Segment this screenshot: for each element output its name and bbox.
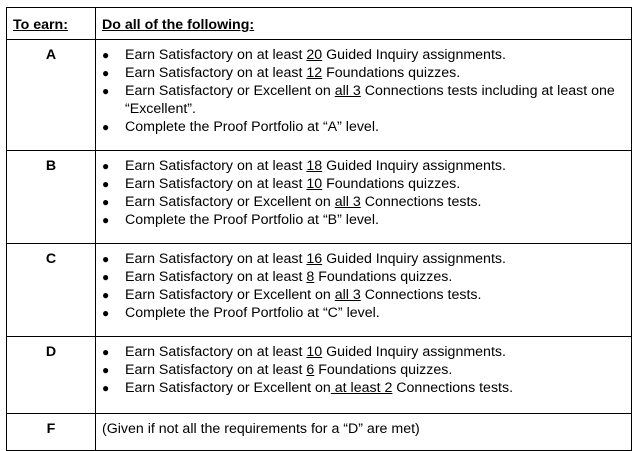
requirements-list xyxy=(96,337,631,401)
requirement-item xyxy=(96,211,627,229)
requirement-text: Earn Satisfactory on at least xyxy=(125,158,307,174)
grade-row-b xyxy=(7,151,632,244)
requirement-text: Guided Inquiry assignments. xyxy=(322,158,506,174)
requirement-item xyxy=(96,361,627,379)
requirement-text: Foundations quizzes. xyxy=(314,269,453,285)
requirement-text: Earn Satisfactory on at least xyxy=(125,344,307,360)
requirement-text: Foundations quizzes. xyxy=(314,362,453,378)
requirement-item xyxy=(96,175,627,193)
bullet-icon: ● xyxy=(102,177,110,191)
requirement-item xyxy=(96,268,627,286)
requirement-text: Earn Satisfactory or Excellent on xyxy=(125,287,335,303)
requirements-list xyxy=(96,40,631,140)
requirement-count: 20 xyxy=(306,47,323,63)
grade-letter: D xyxy=(7,337,96,414)
bullet-icon: ● xyxy=(102,213,110,227)
requirement-item xyxy=(96,286,627,304)
bullet-icon: ● xyxy=(102,345,110,359)
requirement-count: 12 xyxy=(306,65,323,81)
bullet-icon: ● xyxy=(102,252,110,266)
requirement-text: Connections tests. xyxy=(360,287,482,303)
requirement-item xyxy=(96,193,627,211)
requirement-item xyxy=(96,250,627,268)
grade-row-a xyxy=(7,40,632,151)
requirement-count: 10 xyxy=(306,176,323,192)
requirement-item xyxy=(96,46,627,64)
bullet-icon: ● xyxy=(102,270,110,284)
requirement-item xyxy=(96,304,627,322)
requirements-cell xyxy=(96,151,632,244)
requirement-text: Earn Satisfactory or Excellent on xyxy=(125,380,331,396)
bullet-icon: ● xyxy=(102,120,110,134)
grading-requirements-table xyxy=(6,7,632,451)
requirement-count: all 3 xyxy=(334,83,361,99)
grade-letter: F xyxy=(7,414,96,451)
bullet-icon: ● xyxy=(102,381,110,395)
requirements-list xyxy=(96,244,631,326)
bullet-icon: ● xyxy=(102,66,110,80)
requirement-item xyxy=(96,118,627,136)
bullet-icon: ● xyxy=(102,84,110,98)
header-to-earn: To earn: xyxy=(7,8,96,40)
requirement-text: Earn Satisfactory on at least xyxy=(125,362,307,378)
grade-row-d xyxy=(7,337,632,414)
requirement-count: 18 xyxy=(306,158,323,174)
requirement-count: all 3 xyxy=(334,287,361,303)
grade-row-f xyxy=(7,414,632,451)
grade-letter: B xyxy=(7,151,96,244)
requirement-text: Earn Satisfactory on at least xyxy=(125,269,307,285)
header-do-all: Do all of the following: xyxy=(96,8,632,40)
requirement-text: Guided Inquiry assignments. xyxy=(322,47,506,63)
requirement-text: Complete the Proof Portfolio at “A” level. xyxy=(125,119,379,135)
requirement-text: Complete the Proof Portfolio at “C” level. xyxy=(125,305,380,321)
requirement-text: Earn Satisfactory on at least xyxy=(125,176,307,192)
requirement-item xyxy=(96,64,627,82)
requirement-text: Connections tests. xyxy=(360,194,482,210)
f-grade-note: (Given if not all the requirements for a “D” are met) xyxy=(102,421,420,437)
requirements-cell xyxy=(96,40,632,151)
grade-row-c xyxy=(7,244,632,337)
header-row xyxy=(7,8,632,40)
bullet-icon: ● xyxy=(102,48,110,62)
requirement-count: 10 xyxy=(306,344,323,360)
bullet-icon: ● xyxy=(102,306,110,320)
requirement-text: Foundations quizzes. xyxy=(322,176,461,192)
requirement-count: all 3 xyxy=(334,194,361,210)
bullet-icon: ● xyxy=(102,195,110,209)
requirement-text: Earn Satisfactory or Excellent on xyxy=(125,194,335,210)
requirement-text: Earn Satisfactory on at least xyxy=(125,47,307,63)
requirement-text: Connections tests including at least one “Excellent”. xyxy=(125,83,615,117)
requirement-text: Foundations quizzes. xyxy=(322,65,461,81)
grade-letter: A xyxy=(7,40,96,151)
bullet-icon: ● xyxy=(102,363,110,377)
requirement-count: 6 xyxy=(306,362,315,378)
requirement-count: at least 2 xyxy=(330,380,393,396)
requirement-count: 16 xyxy=(306,251,323,267)
requirement-text: Guided Inquiry assignments. xyxy=(322,344,506,360)
bullet-icon: ● xyxy=(102,288,110,302)
requirement-item xyxy=(96,157,627,175)
grade-letter: C xyxy=(7,244,96,337)
requirement-text: Guided Inquiry assignments. xyxy=(322,251,506,267)
bullet-icon: ● xyxy=(102,159,110,173)
requirements-cell xyxy=(96,337,632,414)
requirements-list xyxy=(96,151,631,233)
requirement-text: Earn Satisfactory on at least xyxy=(125,251,307,267)
requirement-text: Earn Satisfactory on at least xyxy=(125,65,307,81)
requirements-cell xyxy=(96,244,632,337)
requirement-item xyxy=(96,82,627,118)
requirement-item xyxy=(96,379,627,397)
requirement-text: Earn Satisfactory or Excellent on xyxy=(125,83,335,99)
requirement-item xyxy=(96,343,627,361)
requirement-text: Connections tests. xyxy=(392,380,514,396)
requirements-cell xyxy=(96,414,632,451)
requirement-count: 8 xyxy=(306,269,315,285)
requirement-text: Complete the Proof Portfolio at “B” level. xyxy=(125,212,379,228)
